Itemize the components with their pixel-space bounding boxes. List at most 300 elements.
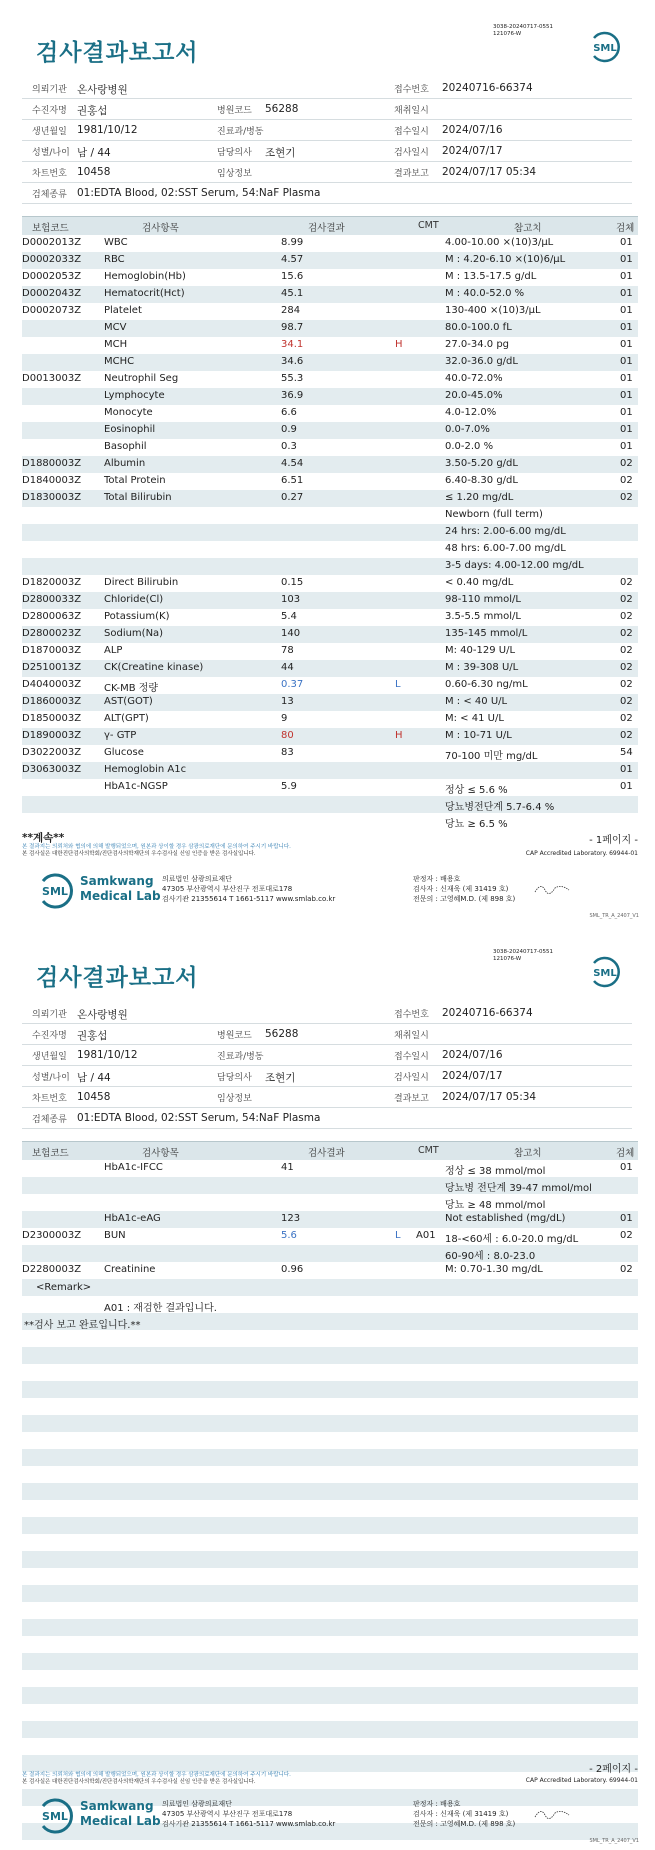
test-result: 123 (281, 1213, 301, 1224)
label-report-date: 결과보고 (394, 169, 429, 179)
specimen-code: 01 (620, 1162, 633, 1173)
disclaimer-text: 본 결과지는 의뢰처와 협의에 의해 발행되었으며, 원본과 상이할 경우 삼광의료재단에 문의하여 주시기 바랍니다. (22, 844, 291, 850)
remark-title: <Remark> (36, 1282, 92, 1293)
label-receipt-no: 접수번호 (394, 1010, 429, 1020)
header-result: 검사결과 (308, 223, 345, 234)
specimen-code: 01 (620, 781, 633, 792)
label-receipt-date: 접수일시 (394, 127, 429, 137)
hospital-code-value: 56288 (265, 103, 299, 115)
reference-range: 3.50-5.20 g/dL (445, 458, 518, 469)
test-result: 284 (281, 305, 301, 316)
reference-range: M : 4.20-6.10 ×(10)6/μL (445, 254, 566, 265)
label-chart: 차트번호 (32, 1094, 67, 1104)
test-name: Total Protein (104, 475, 166, 486)
specimen-code: 02 (620, 577, 633, 588)
institution-value: 온사랑병원 (77, 84, 128, 96)
blank-row (22, 1568, 638, 1585)
header-ref: 참고치 (514, 223, 542, 234)
header-code: 보험코드 (32, 223, 69, 234)
test-name: CK-MB 정량 (104, 683, 159, 694)
specimen-code: 02 (620, 492, 633, 503)
signature-icon (533, 1805, 573, 1823)
table-row (22, 269, 638, 286)
test-name: Albumin (104, 458, 146, 469)
result-flag: H (395, 339, 403, 350)
table-row (22, 439, 638, 456)
reference-range: 3.5-5.5 mmol/L (445, 611, 521, 622)
test-name: BUN (104, 1230, 126, 1241)
test-result: 15.6 (281, 271, 304, 282)
brand-subname: Medical Lab (80, 889, 161, 903)
doc-id-line1: 3038-20240717-0551 (493, 949, 553, 955)
table-row (22, 473, 638, 490)
sml-logo-icon (36, 1797, 74, 1835)
doc-id-line2: 121076-W (493, 956, 522, 962)
info-row (22, 120, 632, 141)
results-table (22, 1141, 638, 1850)
sig-specialist: 전문의 : 고영혜M.D. (제 898 호) (413, 895, 516, 903)
test-name: MCHC (104, 356, 135, 367)
reference-range: 0.0-7.0% (445, 424, 490, 435)
patient-info (22, 1003, 632, 1129)
specimen-code: 01 (620, 305, 633, 316)
test-name: MCV (104, 322, 127, 333)
test-result: 8.99 (281, 237, 304, 248)
blank-row (22, 1364, 638, 1381)
label-hospital-code: 병원코드 (217, 1031, 252, 1041)
specimen-code: 02 (620, 713, 633, 724)
svg-text:SML: SML (42, 1810, 68, 1823)
table-row (22, 371, 638, 388)
reference-range: 18-<60세 : 6.0-20.0 mg/dL (445, 1234, 579, 1245)
report-page-2 (0, 925, 655, 1850)
test-name: Eosinophil (104, 424, 156, 435)
label-test-date: 검사일시 (394, 148, 429, 158)
reference-range: 70-100 미만 mg/dL (445, 751, 538, 762)
test-result: 45.1 (281, 288, 304, 299)
table-row (22, 388, 638, 405)
test-name: WBC (104, 237, 128, 248)
table-row (22, 796, 638, 813)
label-birth: 생년월일 (32, 1052, 67, 1062)
test-code: D0002073Z (22, 305, 82, 316)
specimen-code: 01 (620, 764, 633, 775)
info-row (22, 183, 632, 204)
reference-range: < 0.40 mg/dL (445, 577, 514, 588)
table-row (22, 405, 638, 422)
table-row (22, 1160, 638, 1177)
test-result: 5.4 (281, 611, 297, 622)
reference-range: 당뇨 ≥ 48 mmol/mol (445, 1200, 546, 1211)
blank-row (22, 1551, 638, 1568)
test-code: D2300003Z (22, 1230, 82, 1241)
info-row (22, 1066, 632, 1087)
reference-range: M : < 40 U/L (445, 696, 508, 707)
header-specimen: 검체 (616, 1148, 635, 1159)
test-name: MCH (104, 339, 128, 350)
specimen-code: 01 (620, 407, 633, 418)
table-row (22, 354, 638, 371)
test-name: Hemoglobin A1c (104, 764, 187, 775)
test-result: 0.9 (281, 424, 297, 435)
label-report-date: 결과보고 (394, 1094, 429, 1104)
blank-row (22, 1585, 638, 1602)
test-name: Potassium(K) (104, 611, 170, 622)
sig-tester: 검사자 : 신재욱 (제 31419 호) (413, 885, 509, 893)
test-result: 83 (281, 747, 294, 758)
test-result: 0.15 (281, 577, 304, 588)
header-ref: 참고치 (514, 1148, 542, 1159)
info-row (22, 78, 632, 99)
test-result: 36.9 (281, 390, 304, 401)
label-dept: 진료과/병동 (217, 127, 264, 137)
specimen-code: 02 (620, 458, 633, 469)
blank-row (22, 1483, 638, 1500)
reference-range: M: < 41 U/L (445, 713, 504, 724)
accreditation-text: 본 검사실은 대한진단검사의학회/진단검사의학재단의 우수검사실 신임 인증을 받은 검사실입니다. (22, 851, 256, 857)
specimen-code: 02 (620, 1264, 633, 1275)
specimen-value: 01:EDTA Blood, 02:SST Serum, 54:NaF Plasma (77, 187, 321, 199)
test-name: Chloride(Cl) (104, 594, 164, 605)
test-code: D2800033Z (22, 594, 82, 605)
table-row (22, 694, 638, 711)
page-number: - 1페이지 - (589, 835, 638, 846)
test-code: D0002033Z (22, 254, 82, 265)
table-row (22, 779, 638, 796)
sig-specialist: 전문의 : 고영혜M.D. (제 898 호) (413, 1820, 516, 1828)
reference-range: 6.40-8.30 g/dL (445, 475, 518, 486)
test-result: 6.6 (281, 407, 297, 418)
header-cmt: CMT (418, 220, 439, 231)
specimen-code: 01 (620, 237, 633, 248)
table-header (22, 1141, 638, 1160)
reference-range: 48 hrs: 6.00-7.00 mg/dL (445, 543, 566, 554)
reference-range: 130-400 ×(10)3/μL (445, 305, 541, 316)
result-flag: L (395, 679, 401, 690)
blank-row (22, 1381, 638, 1398)
table-row (22, 303, 638, 320)
svg-text:SML: SML (593, 968, 617, 979)
test-code: D1840003Z (22, 475, 82, 486)
info-row (22, 1024, 632, 1045)
blank-row (22, 1398, 638, 1415)
result-flag: L (395, 1230, 401, 1241)
receipt-date-value: 2024/07/16 (442, 1049, 503, 1061)
blank-row (22, 1432, 638, 1449)
reference-range: 24 hrs: 2.00-6.00 mg/dL (445, 526, 566, 537)
reference-range: 80.0-100.0 fL (445, 322, 512, 333)
reference-range: 4.00-10.00 ×(10)3/μL (445, 237, 554, 248)
label-institution: 의뢰기관 (32, 1010, 67, 1020)
reference-range: M : 10-71 U/L (445, 730, 512, 741)
reference-range: 27.0-34.0 pg (445, 339, 510, 350)
specimen-code: 02 (620, 662, 633, 673)
reference-range: 0.60-6.30 ng/mL (445, 679, 528, 690)
test-code: D4040003Z (22, 679, 82, 690)
test-code: D2510013Z (22, 662, 82, 673)
reference-range: 98-110 mmol/L (445, 594, 521, 605)
test-code: D1860003Z (22, 696, 82, 707)
table-row (22, 1211, 638, 1228)
label-doctor: 담당의사 (217, 148, 252, 158)
table-row (22, 541, 638, 558)
label-specimen: 검체종류 (32, 190, 67, 200)
test-code: D3063003Z (22, 764, 82, 775)
test-name: Lymphocyte (104, 390, 165, 401)
label-patient: 수진자명 (32, 1031, 67, 1041)
report-date-value: 2024/07/17 05:34 (442, 1091, 537, 1103)
specimen-code: 02 (620, 475, 633, 486)
form-number: SML_TR_A_2407_V1 (589, 1838, 639, 1844)
test-name: γ- GTP (104, 730, 137, 741)
test-code: D2800063Z (22, 611, 82, 622)
test-code: D3022003Z (22, 747, 82, 758)
blank-row (22, 1619, 638, 1636)
test-date-value: 2024/07/17 (442, 1070, 503, 1082)
test-name: Monocyte (104, 407, 153, 418)
test-code: D1890003Z (22, 730, 82, 741)
header-specimen: 검체 (616, 223, 635, 234)
signatures (413, 1799, 515, 1829)
table-row (22, 813, 638, 830)
blank-row (22, 1636, 638, 1653)
label-specimen: 검체종류 (32, 1115, 67, 1125)
label-receipt-date: 접수일시 (394, 1052, 429, 1062)
sml-logo-icon (588, 955, 622, 989)
specimen-code: 01 (620, 288, 633, 299)
accreditation-text: 본 검사실은 대한진단검사의학회/진단검사의학재단의 우수검사실 신임 인증을 받은 검사실입니다. (22, 1779, 256, 1785)
table-row (22, 1245, 638, 1262)
doctor-value: 조현기 (265, 1072, 296, 1084)
reference-range: ≤ 1.20 mg/dL (445, 492, 514, 503)
header-code: 보험코드 (32, 1148, 69, 1159)
label-test-date: 검사일시 (394, 1073, 429, 1083)
org-block (36, 868, 636, 912)
test-result: 9 (281, 713, 288, 724)
test-result: 34.6 (281, 356, 304, 367)
table-row (22, 745, 638, 762)
test-result: 0.27 (281, 492, 304, 503)
label-chart: 차트번호 (32, 169, 67, 179)
specimen-code: 02 (620, 594, 633, 605)
test-code: D1820003Z (22, 577, 82, 588)
brand-name: Samkwang (80, 1799, 154, 1813)
blank-row (22, 1738, 638, 1755)
test-result: 78 (281, 645, 294, 656)
label-hospital-code: 병원코드 (217, 106, 252, 116)
blank-row (22, 1415, 638, 1432)
table-row (22, 456, 638, 473)
blank-row (22, 1500, 638, 1517)
specimen-code: 02 (620, 679, 633, 690)
label-clinical: 임상정보 (217, 169, 252, 179)
blank-row (22, 1704, 638, 1721)
brand-subname: Medical Lab (80, 1814, 161, 1828)
report-date-value: 2024/07/17 05:34 (442, 166, 537, 178)
test-name: Platelet (104, 305, 142, 316)
table-row (22, 609, 638, 626)
label-birth: 생년월일 (32, 127, 67, 137)
specimen-code: 01 (620, 322, 633, 333)
test-name: Creatinine (104, 1264, 156, 1275)
receipt-no-value: 20240716-66374 (442, 1007, 533, 1019)
info-row (22, 1003, 632, 1024)
test-code: D0002053Z (22, 271, 82, 282)
table-row (22, 235, 638, 252)
sml-logo-icon (588, 30, 622, 64)
label-patient: 수진자명 (32, 106, 67, 116)
table-row (22, 762, 638, 779)
test-result: 34.1 (281, 339, 304, 350)
receipt-date-value: 2024/07/16 (442, 124, 503, 136)
blank-row (22, 1279, 638, 1296)
table-row (22, 677, 638, 694)
info-row (22, 1045, 632, 1066)
test-result: 140 (281, 628, 301, 639)
chart-no-value: 10458 (77, 1091, 111, 1103)
specimen-value: 01:EDTA Blood, 02:SST Serum, 54:NaF Plasma (77, 1112, 321, 1124)
blank-row (22, 1602, 638, 1619)
blank-row (22, 1347, 638, 1364)
hospital-code-value: 56288 (265, 1028, 299, 1040)
table-body (22, 1160, 638, 1279)
specimen-code: 02 (620, 611, 633, 622)
info-row (22, 141, 632, 162)
table-row (22, 592, 638, 609)
table-row (22, 728, 638, 745)
info-row (22, 1087, 632, 1108)
specimen-code: 01 (620, 390, 633, 401)
cap-accreditation: CAP Accredited Laboratory. 69944-01 (525, 1777, 638, 1784)
cap-accreditation: CAP Accredited Laboratory. 69944-01 (525, 850, 638, 857)
label-clinical: 임상정보 (217, 1094, 252, 1104)
specimen-code: 02 (620, 628, 633, 639)
sig-judge: 판정자 : 배용호 (413, 875, 461, 883)
blank-row (22, 1534, 638, 1551)
test-code: D2280003Z (22, 1264, 82, 1275)
specimen-code: 01 (620, 1213, 633, 1224)
blank-row (22, 1517, 638, 1534)
specimen-code: 01 (620, 339, 633, 350)
org-contact: 검사기관 21355614 T 1661-5117 www.smlab.co.kr (162, 1820, 336, 1828)
comment-code: A01 (416, 1230, 436, 1241)
test-name: Basophil (104, 441, 147, 452)
test-result: 0.96 (281, 1264, 304, 1275)
test-name: ALP (104, 645, 123, 656)
specimen-code: 02 (620, 1230, 633, 1241)
test-name: Neutrophil Seg (104, 373, 179, 384)
header-result: 검사결과 (308, 1148, 345, 1159)
label-sex-age: 성별/나이 (32, 148, 70, 158)
label-institution: 의뢰기관 (32, 85, 67, 95)
receipt-no-value: 20240716-66374 (442, 82, 533, 94)
specimen-code: 01 (620, 441, 633, 452)
table-row (22, 490, 638, 507)
table-row (22, 626, 638, 643)
doc-id-line2: 121076-W (493, 31, 522, 37)
test-result: 103 (281, 594, 301, 605)
org-name: 의료법인 삼광의료재단 (162, 875, 232, 883)
header-name: 검사항목 (142, 1148, 179, 1159)
table-row (22, 1262, 638, 1279)
reference-range: 정상 ≤ 5.6 % (445, 785, 508, 796)
test-result: 5.6 (281, 1230, 297, 1241)
test-code: D1830003Z (22, 492, 82, 503)
test-result: 41 (281, 1162, 294, 1173)
reference-range: 3-5 days: 4.00-12.00 mg/dL (445, 560, 584, 571)
test-code: D0002013Z (22, 237, 82, 248)
specimen-code: 01 (620, 356, 633, 367)
doc-id-line1: 3038-20240717-0551 (493, 24, 553, 30)
blank-rows (22, 1279, 638, 1850)
signature-icon (533, 880, 573, 898)
reference-range: 당뇨 ≥ 6.5 % (445, 819, 508, 830)
header-name: 검사항목 (142, 223, 179, 234)
test-name: RBC (104, 254, 125, 265)
table-row (22, 1177, 638, 1194)
reference-range: M : 39-308 U/L (445, 662, 519, 673)
specimen-code: 01 (620, 271, 633, 282)
reference-range: Newborn (full term) (445, 509, 543, 520)
table-row (22, 558, 638, 575)
disclaimer-text: 본 결과지는 의뢰처와 협의에 의해 발행되었으며, 원본과 상이할 경우 삼광의료재단에 문의하여 주시기 바랍니다. (22, 1772, 291, 1778)
doctor-value: 조현기 (265, 147, 296, 159)
info-row (22, 162, 632, 183)
signatures (413, 874, 515, 904)
reference-range: 32.0-36.0 g/dL (445, 356, 518, 367)
sig-judge: 판정자 : 배용호 (413, 1800, 461, 1808)
org-address (162, 874, 335, 904)
org-block (36, 1793, 636, 1837)
test-result: 55.3 (281, 373, 304, 384)
table-row (22, 1228, 638, 1245)
table-row (22, 422, 638, 439)
org-address (162, 1799, 335, 1829)
reference-range: 당뇨병전단계 5.7-6.4 % (445, 802, 555, 813)
test-result: 0.3 (281, 441, 297, 452)
sig-tester: 검사자 : 신재욱 (제 31419 호) (413, 1810, 509, 1818)
reference-range: M: 0.70-1.30 mg/dL (445, 1264, 543, 1275)
reference-range: 정상 ≤ 38 mmol/mol (445, 1166, 546, 1177)
sml-logo-icon (36, 872, 74, 910)
reference-range: M : 13.5-17.5 g/dL (445, 271, 537, 282)
report-title: 검사결과보고서 (36, 40, 199, 66)
org-street: 47305 부산광역시 부산진구 전포대로178 (162, 885, 293, 893)
label-receipt-no: 접수번호 (394, 85, 429, 95)
test-result: 0.37 (281, 679, 304, 690)
specimen-code: 01 (620, 424, 633, 435)
specimen-code: 02 (620, 696, 633, 707)
table-row (22, 337, 638, 354)
test-name: HbA1c-NGSP (104, 781, 168, 792)
test-name: HbA1c-IFCC (104, 1162, 163, 1173)
info-row (22, 1108, 632, 1129)
label-sex-age: 성별/나이 (32, 1073, 70, 1083)
specimen-code: 01 (620, 373, 633, 384)
page-number: - 2페이지 - (589, 1764, 638, 1775)
test-code: D0013003Z (22, 373, 82, 384)
sex-age-value: 남 / 44 (77, 1072, 111, 1084)
report-title: 검사결과보고서 (36, 965, 199, 991)
test-name: Hemoglobin(Hb) (104, 271, 186, 282)
test-name: Sodium(Na) (104, 628, 164, 639)
blank-row (22, 1670, 638, 1687)
table-row (22, 711, 638, 728)
label-dept: 진료과/병동 (217, 1052, 264, 1062)
table-row (22, 286, 638, 303)
blank-row (22, 1840, 638, 1850)
test-result: 4.57 (281, 254, 304, 265)
